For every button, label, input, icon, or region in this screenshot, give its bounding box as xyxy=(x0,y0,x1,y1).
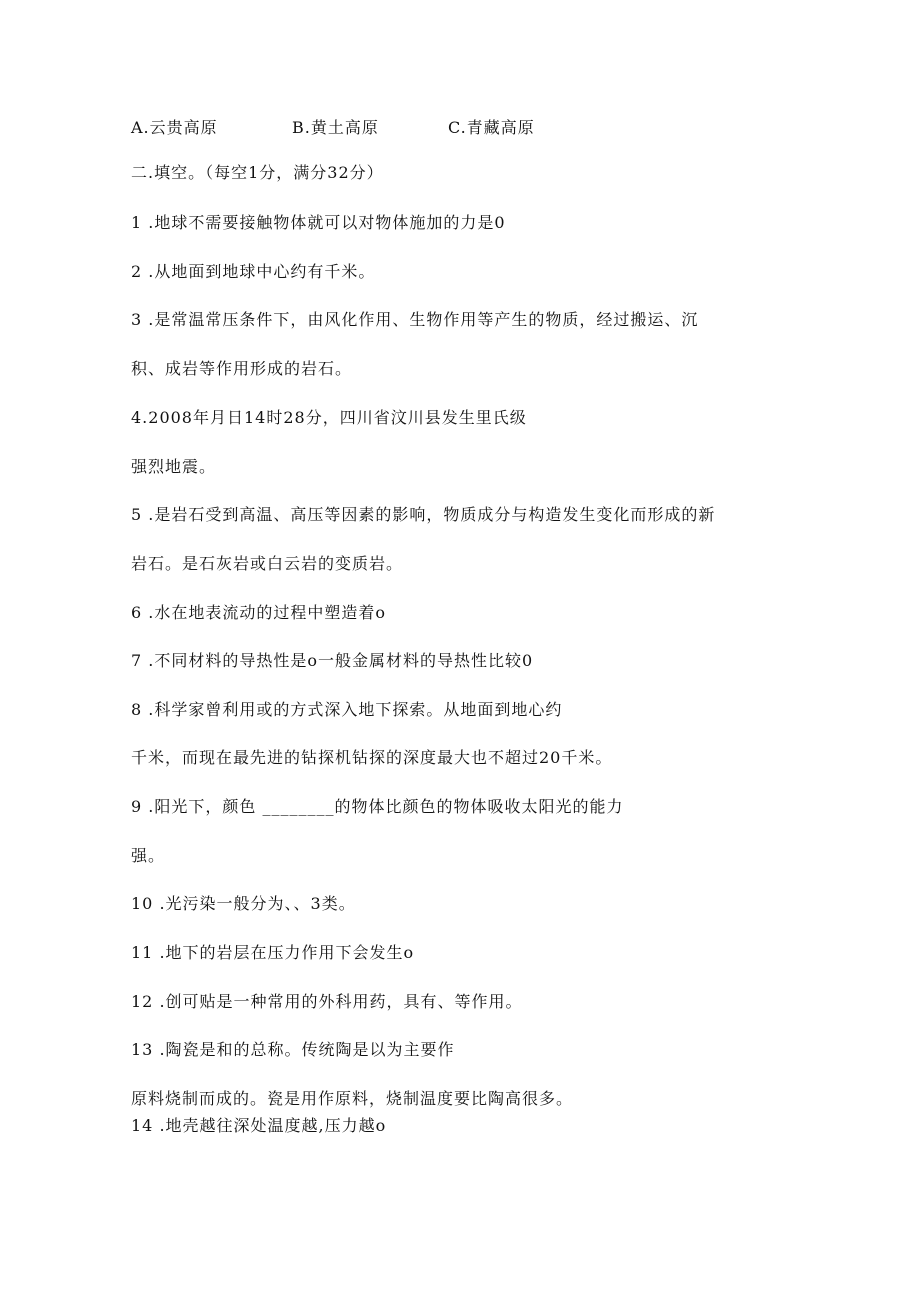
question-2: 2 .从地面到地球中心约有千米。 xyxy=(131,262,376,281)
question-13-cont: 原料烧制而成的。瓷是用作原料，烧制温度要比陶高很多。 xyxy=(131,1089,574,1108)
option-b: B.黄土高原 xyxy=(292,118,379,137)
question-4: 4.2008年月日14时28分，四川省汶川县发生里氏级 xyxy=(131,408,527,427)
question-7: 7 .不同材料的导热性是o一般金属材料的导热性比较0 xyxy=(131,651,534,670)
question-1: 1 .地球不需要接触物体就可以对物体施加的力是0 xyxy=(131,213,506,232)
question-5-cont: 岩石。是石灰岩或白云岩的变质岩。 xyxy=(131,554,404,573)
option-c: C.青藏高原 xyxy=(448,118,535,137)
question-11: 11 .地下的岩层在压力作用下会发生o xyxy=(131,943,415,962)
question-14: 14 .地壳越往深处温度越,压力越o xyxy=(131,1116,387,1135)
question-6: 6 .水在地表流动的过程中塑造着o xyxy=(131,603,386,622)
question-3: 3 .是常温常压条件下，由风化作用、生物作用等产生的物质，经过搬运、沉 xyxy=(131,310,699,329)
question-3-cont: 积、成岩等作用形成的岩石。 xyxy=(131,359,353,378)
question-4-cont: 强烈地震。 xyxy=(131,457,217,476)
question-10: 10 .光污染一般分为、、3类。 xyxy=(131,894,356,913)
question-9: 9 .阳光下，颜色 ________的物体比颜色的物体吸收太阳光的能力 xyxy=(131,797,624,816)
question-5: 5 .是岩石受到高温、高压等因素的影响，物质成分与构造发生变化而形成的新 xyxy=(131,505,716,524)
question-9-cont: 强。 xyxy=(131,846,166,865)
option-a: A.云贵高原 xyxy=(131,118,218,137)
section-title: 二.填空。（每空1分，满分32分） xyxy=(131,163,384,182)
question-12: 12 .创可贴是一种常用的外科用药，具有、等作用。 xyxy=(131,992,523,1011)
question-13: 13 .陶瓷是和的总称。传统陶是以为主要作 xyxy=(131,1040,455,1059)
question-8-cont: 千米，而现在最先进的钻探机钻探的深度最大也不超过20千米。 xyxy=(131,748,613,767)
question-8: 8 .科学家曾利用或的方式深入地下探索。从地面到地心约 xyxy=(131,700,563,719)
